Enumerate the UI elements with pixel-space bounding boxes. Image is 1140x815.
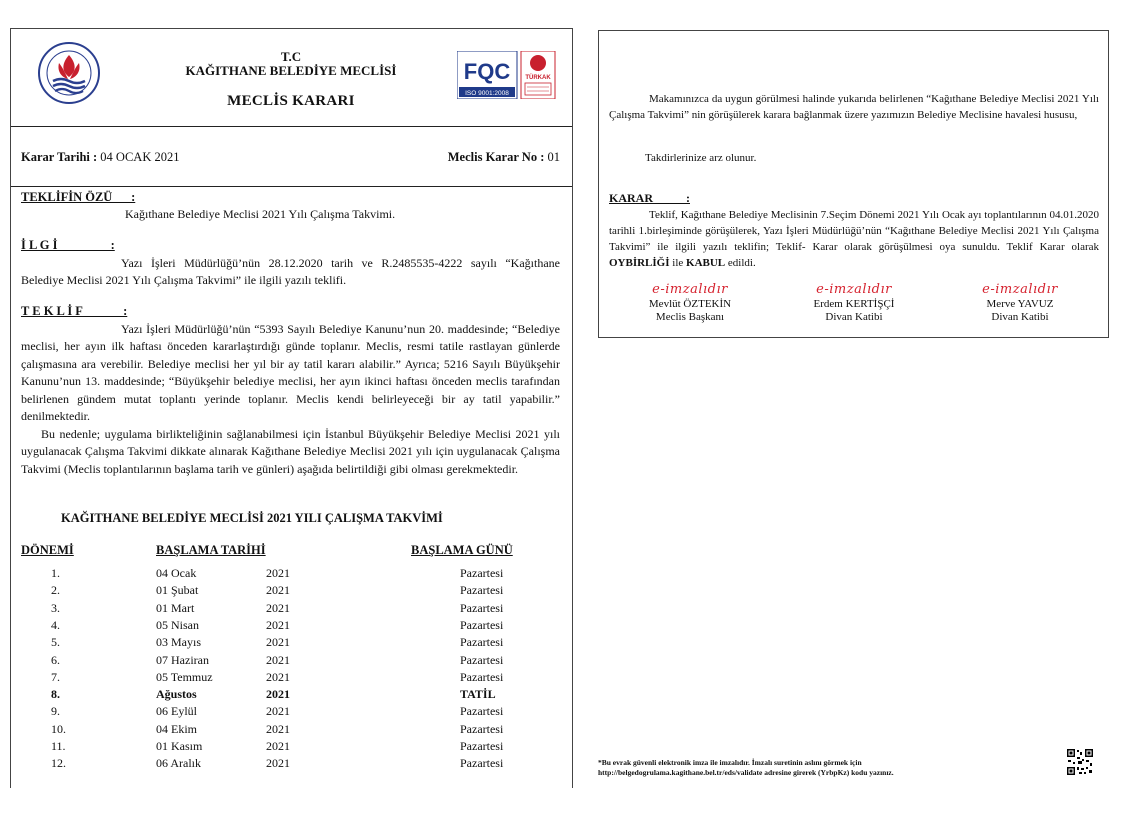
signatory-name: Erdem KERTİŞÇİ bbox=[813, 298, 895, 310]
period-cell: 5. bbox=[51, 635, 60, 650]
decision-text-main: Teklif, Kağıthane Belediye Meclisinin 7.Seçim Dönemi 2021 Yılı Ocak ayı toplantılarının 04.01.2020 tarihli 1.birleşiminde görüşülerek, Yazı İşleri Müdürlüğü’nün “Kağıthane Belediye Meclisi 2021 Yılı Çalışma Takvimi” ile ilgili yazılı teklifin; Teklif- Karar olarak görüşülmesi oya sunuldu. Teklif Karar olarak bbox=[609, 209, 1099, 253]
start-date-cell: 07 Haziran bbox=[156, 652, 209, 667]
start-day-cell: Pazartesi bbox=[460, 566, 504, 580]
signature-chairman bbox=[620, 283, 760, 324]
year-cell: 2021 bbox=[266, 739, 290, 753]
proposal-summary-heading: TEKLİFİN ÖZÜ : bbox=[21, 190, 136, 204]
qr-code-icon[interactable] bbox=[1066, 748, 1094, 776]
decision-text-mid: ile bbox=[669, 257, 687, 269]
table-row bbox=[11, 722, 574, 739]
start-day-cell: Pazartesi bbox=[460, 583, 504, 598]
reference-text: Yazı İşleri Müdürlüğü’nün 28.12.2020 tarih ve R.2485535-4222 sayılı “Kağıthane Belediye Meclisi 2021 Yılı Çalışma Takvimi” ile ilgili yazılı teklifi. bbox=[21, 256, 560, 288]
reference-heading: İ L G İ : bbox=[21, 238, 115, 252]
closing-text: Takdirlerinize arz olunur. bbox=[645, 152, 757, 164]
start-date-cell: 01 Kasım bbox=[156, 739, 203, 753]
decision-date-label: Karar Tarihi : bbox=[21, 150, 98, 164]
start-date-cell: 04 Ocak bbox=[156, 566, 197, 580]
table-row bbox=[11, 670, 574, 687]
start-day-cell: Pazartesi bbox=[460, 600, 504, 615]
year-cell: 2021 bbox=[266, 566, 290, 580]
decision-accepted: KABUL bbox=[686, 257, 726, 269]
signature-clerk-1 bbox=[784, 283, 924, 324]
header-divider bbox=[11, 126, 572, 127]
year-cell: 2021 bbox=[266, 583, 290, 598]
signatory-role: Divan Katibi bbox=[825, 311, 883, 323]
period-cell: 10. bbox=[51, 721, 66, 736]
proposal-text-1: Yazı İşleri Müdürlüğü’nün “5393 Sayılı Belediye Kanunu’nun 20. maddesinde; “Belediye meclisi, her ayın ilk haftası önceden kararlaştırdığı günde toplanır. Meclis, resmi tatile rastlayan günlerde çalışmasına ara verebilir. Belediye meclisi her yıl bir ay tatil kararı alabilir.” Ayrıca; 5216 Sayılı Büyükşehir Kanunu’nun 13. maddesinde; “Büyükşehir belediye meclisi, her ayın ikinci haftası önceden meclis tarafından belirlenen gündem mutat toplantı yerinde toplanır. Meclis kendi belirleyeceği bir ay tatil yapabilir.” denilmektedir. bbox=[21, 322, 560, 424]
signatory-role: Meclis Başkanı bbox=[655, 311, 725, 323]
decision-number-label: Meclis Karar No : bbox=[447, 150, 545, 164]
year-cell: 2021 bbox=[266, 721, 290, 736]
header-council-name: KAĞITHANE BELEDİYE MECLİSİ bbox=[185, 63, 397, 78]
signatory-name: Mevlüt ÖZTEKİN bbox=[648, 298, 732, 310]
table-row bbox=[11, 756, 574, 773]
footnote-line-2: http://belgedogrulama.kagithane.bel.tr/eds/validate adresine girerek (YrbpKz) kodu yazınız. bbox=[598, 768, 894, 777]
proposal-text-2: Bu nedenle; uygulama birlikteliğinin sağlanabilmesi için İstanbul Büyükşehir Belediye Meclisi 2021 yılı uygulanacak Çalışma Takvimi dikkate alınarak Kağıthane Belediye Meclisi 2021 yılı için uygulanacak Çalışma Takvimi (Meclis toplantılarının başlama tarih ve günleri) aşağıda belirtildiği gibi olması gerekmektedir. bbox=[21, 427, 560, 476]
calendar-table-title: KAĞITHANE BELEDİYE MECLİSİ 2021 YILI ÇALIŞMA TAKVİMİ bbox=[61, 511, 443, 525]
signatory-name: Merve YAVUZ bbox=[986, 298, 1054, 310]
year-cell: 2021 bbox=[266, 635, 290, 650]
table-row bbox=[11, 566, 574, 583]
start-day-cell: Pazartesi bbox=[460, 617, 504, 632]
start-date-cell: 04 Ekim bbox=[156, 721, 197, 736]
validation-footnote bbox=[598, 758, 1038, 778]
meta-divider bbox=[11, 186, 572, 187]
start-day-cell: Pazartesi bbox=[460, 756, 504, 771]
start-day-cell: Pazartesi bbox=[460, 635, 504, 650]
start-date-cell: 01 Şubat bbox=[156, 583, 199, 598]
e-signature-stamp: e-imzalıdır bbox=[982, 282, 1058, 297]
year-cell: 2021 bbox=[266, 687, 290, 702]
e-signature-stamp: e-imzalıdır bbox=[652, 282, 728, 297]
period-cell: 4. bbox=[51, 617, 60, 632]
left-page bbox=[10, 28, 573, 788]
start-date-cell: 05 Nisan bbox=[156, 617, 199, 632]
year-cell: 2021 bbox=[266, 600, 290, 615]
start-day-cell: TATİL bbox=[460, 687, 496, 702]
period-cell: 8. bbox=[51, 687, 60, 702]
table-row bbox=[11, 704, 574, 721]
signature-clerk-2 bbox=[950, 283, 1090, 324]
proposal-heading: T E K L İ F : bbox=[21, 304, 128, 318]
period-cell: 3. bbox=[51, 600, 60, 615]
decision-number-value: 01 bbox=[547, 150, 560, 164]
svg-text:FQC: FQC bbox=[463, 59, 511, 84]
table-row bbox=[11, 653, 574, 670]
table-row bbox=[11, 739, 574, 756]
start-date-cell: 05 Temmuz bbox=[156, 669, 213, 684]
column-header-start-day: BAŞLAMA GÜNÜ bbox=[411, 543, 513, 557]
decision-text-end: edildi. bbox=[725, 257, 756, 269]
decision-date-value: 04 OCAK 2021 bbox=[100, 150, 180, 164]
column-header-start-date: BAŞLAMA TARİHİ bbox=[156, 543, 266, 557]
start-date-cell: Ağustos bbox=[156, 687, 197, 702]
table-row bbox=[11, 687, 574, 704]
footnote-line-1: *Bu evrak güvenli elektronik imza ile imzalıdır. İmzalı suretinin aslını görmek için bbox=[598, 758, 862, 767]
decision-number bbox=[448, 150, 560, 165]
table-row bbox=[11, 618, 574, 635]
period-cell: 1. bbox=[51, 566, 60, 580]
svg-text:ISO 9001:2008: ISO 9001:2008 bbox=[465, 90, 509, 97]
year-cell: 2021 bbox=[266, 704, 290, 719]
start-day-cell: Pazartesi bbox=[460, 652, 504, 667]
period-cell: 9. bbox=[51, 704, 60, 719]
proposal-summary-text: Kağıthane Belediye Meclisi 2021 Yılı Çalışma Takvimi. bbox=[125, 207, 396, 221]
table-row bbox=[11, 635, 574, 652]
period-cell: 7. bbox=[51, 669, 60, 684]
municipality-logo-icon bbox=[37, 41, 101, 105]
e-signature-stamp: e-imzalıdır bbox=[816, 282, 892, 297]
svg-text:TÜRKAK: TÜRKAK bbox=[525, 75, 551, 81]
start-date-cell: 03 Mayıs bbox=[156, 635, 201, 650]
column-header-period: DÖNEMİ bbox=[21, 543, 74, 557]
header-tc: T.C bbox=[280, 49, 302, 64]
start-date-cell: 01 Mart bbox=[156, 600, 195, 615]
decision-heading: KARAR : bbox=[609, 191, 690, 205]
year-cell: 2021 bbox=[266, 756, 290, 771]
period-cell: 6. bbox=[51, 652, 60, 667]
table-row bbox=[11, 583, 574, 600]
period-cell: 11. bbox=[51, 739, 66, 753]
document-title: MECLİS KARARI bbox=[227, 93, 355, 109]
period-cell: 2. bbox=[51, 583, 60, 598]
start-date-cell: 06 Aralık bbox=[156, 756, 201, 771]
right-page bbox=[598, 30, 1109, 338]
signatory-role: Divan Katibi bbox=[991, 311, 1049, 323]
certification-logos-icon bbox=[457, 51, 557, 99]
table-row bbox=[11, 601, 574, 618]
year-cell: 2021 bbox=[266, 617, 290, 632]
start-day-cell: Pazartesi bbox=[460, 721, 504, 736]
year-cell: 2021 bbox=[266, 669, 290, 684]
period-cell: 12. bbox=[51, 756, 66, 771]
submission-text: Makamınızca da uygun görülmesi halinde yukarıda belirlenen “Kağıthane Belediye Meclisi 2021 Yılı Çalışma Takvimi” nin görüşülerek karara bağlanmak üzere yazımızın Belediye Meclisine havalesi hususu, bbox=[609, 93, 1099, 121]
start-day-cell: Pazartesi bbox=[460, 704, 504, 719]
decision-date bbox=[21, 150, 179, 165]
decision-text bbox=[609, 207, 1099, 271]
start-day-cell: Pazartesi bbox=[460, 739, 504, 753]
year-cell: 2021 bbox=[266, 652, 290, 667]
start-date-cell: 06 Eylül bbox=[156, 704, 197, 719]
decision-unanimous: OYBİRLİĞİ bbox=[609, 257, 670, 269]
start-day-cell: Pazartesi bbox=[460, 669, 504, 684]
